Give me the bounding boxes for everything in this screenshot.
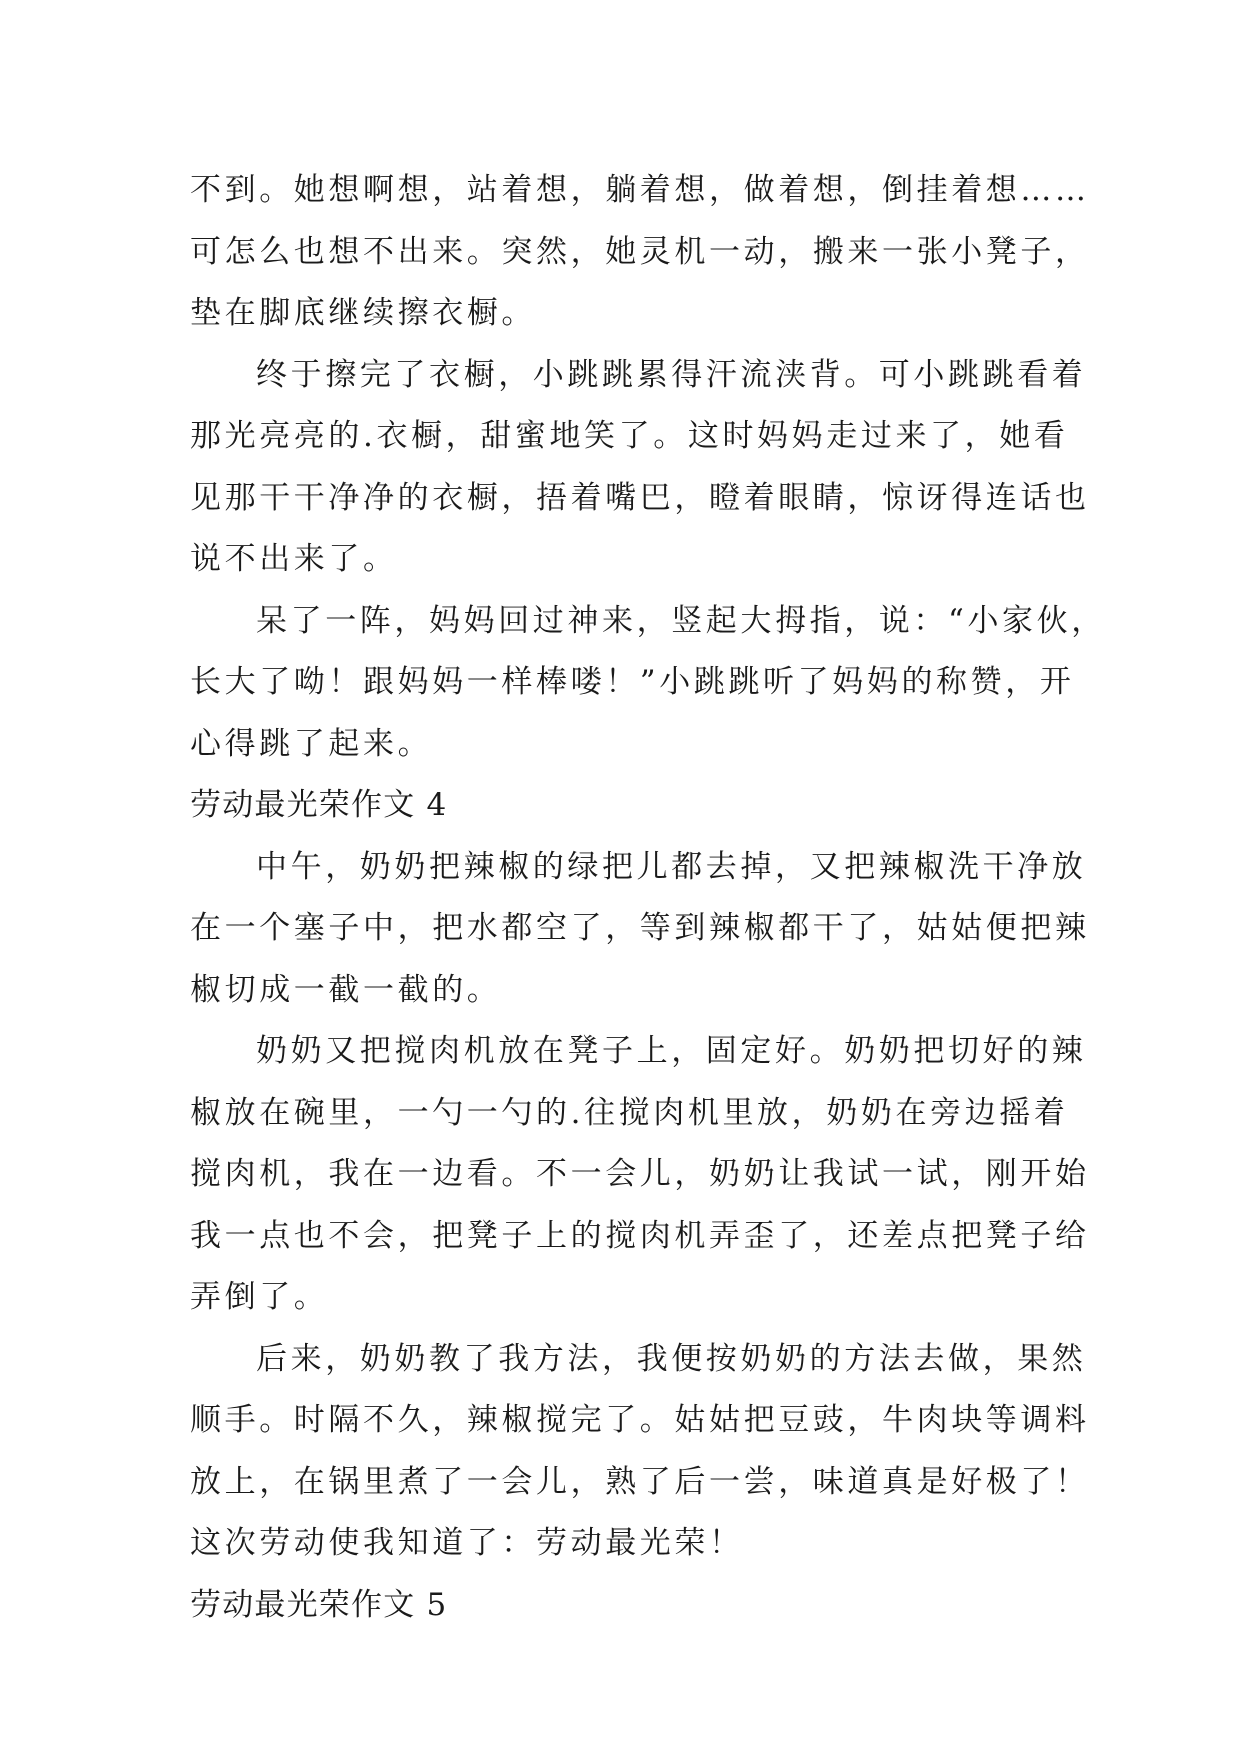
text-line: 心得跳了起来。 — [190, 725, 433, 762]
text-line: 在一个塞子中，把水都空了，等到辣椒都干了，姑姑便把辣 — [190, 910, 1090, 946]
text-line: 放上，在锅里煮了一会儿，熟了后一尝，味道真是好极了！ — [190, 1463, 1090, 1500]
paragraph-finish-wardrobe — [190, 345, 1090, 591]
essay-heading-5: 劳动最光荣作文 5 — [190, 1586, 448, 1623]
text-line: 奶奶又把搅肉机放在凳子上，固定好。奶奶把切好的辣 — [256, 1033, 1087, 1069]
text-line: 可怎么也想不出来。突然，她灵机一动，搬来一张小凳子， — [190, 233, 1090, 270]
text-line: 中午，奶奶把辣椒的绿把儿都去掉，又把辣椒洗干净放 — [256, 848, 1087, 885]
essay-heading-4: 劳动最光荣作文 4 — [190, 787, 448, 823]
text-line: 椒放在碗里，一勺一勺的.往搅肉机里放，奶奶在旁边摇着 — [190, 1094, 1069, 1131]
text-line: 我一点也不会，把凳子上的搅肉机弄歪了，还差点把凳子给 — [190, 1217, 1090, 1254]
text-line: 不到。她想啊想，站着想，躺着想，做着想，倒挂着想…… — [190, 172, 1090, 208]
paragraph-story-continuation — [190, 160, 1090, 345]
paragraph-noon-peppers — [190, 837, 1090, 1022]
text-line: 这次劳动使我知道了：劳动最光荣！ — [190, 1525, 744, 1561]
text-line: 弄倒了。 — [190, 1279, 329, 1315]
document-page — [190, 160, 1106, 1636]
paragraph-meat-grinder — [190, 1021, 1090, 1329]
text-line: 顺手。时隔不久，辣椒搅完了。姑姑把豆豉，牛肉块等调料 — [190, 1402, 1090, 1438]
text-line: 长大了呦！跟妈妈一样棒喽！”小跳跳听了妈妈的称赞，开 — [190, 664, 1075, 700]
text-line: 呆了一阵，妈妈回过神来，竖起大拇指，说：“小家伙， — [256, 602, 1106, 639]
text-line: 椒切成一截一截的。 — [190, 971, 502, 1008]
text-line: 搅肉机，我在一边看。不一会儿，奶奶让我试一试，刚开始 — [190, 1156, 1090, 1192]
text-line: 后来，奶奶教了我方法，我便按奶奶的方法去做，果然 — [256, 1340, 1087, 1377]
paragraph-mother-praise — [190, 591, 1106, 776]
text-line: 那光亮亮的.衣橱，甜蜜地笑了。这时妈妈走过来了，她看 — [190, 418, 1069, 454]
text-line: 终于擦完了衣橱，小跳跳累得汗流浃背。可小跳跳看着 — [256, 356, 1087, 393]
paragraph-result — [190, 1329, 1090, 1575]
text-line: 见那干干净净的衣橱，捂着嘴巴，瞪着眼睛，惊讶得连话也 — [190, 479, 1090, 516]
text-line: 垫在脚底继续擦衣橱。 — [190, 295, 536, 331]
text-line: 说不出来了。 — [190, 541, 398, 577]
